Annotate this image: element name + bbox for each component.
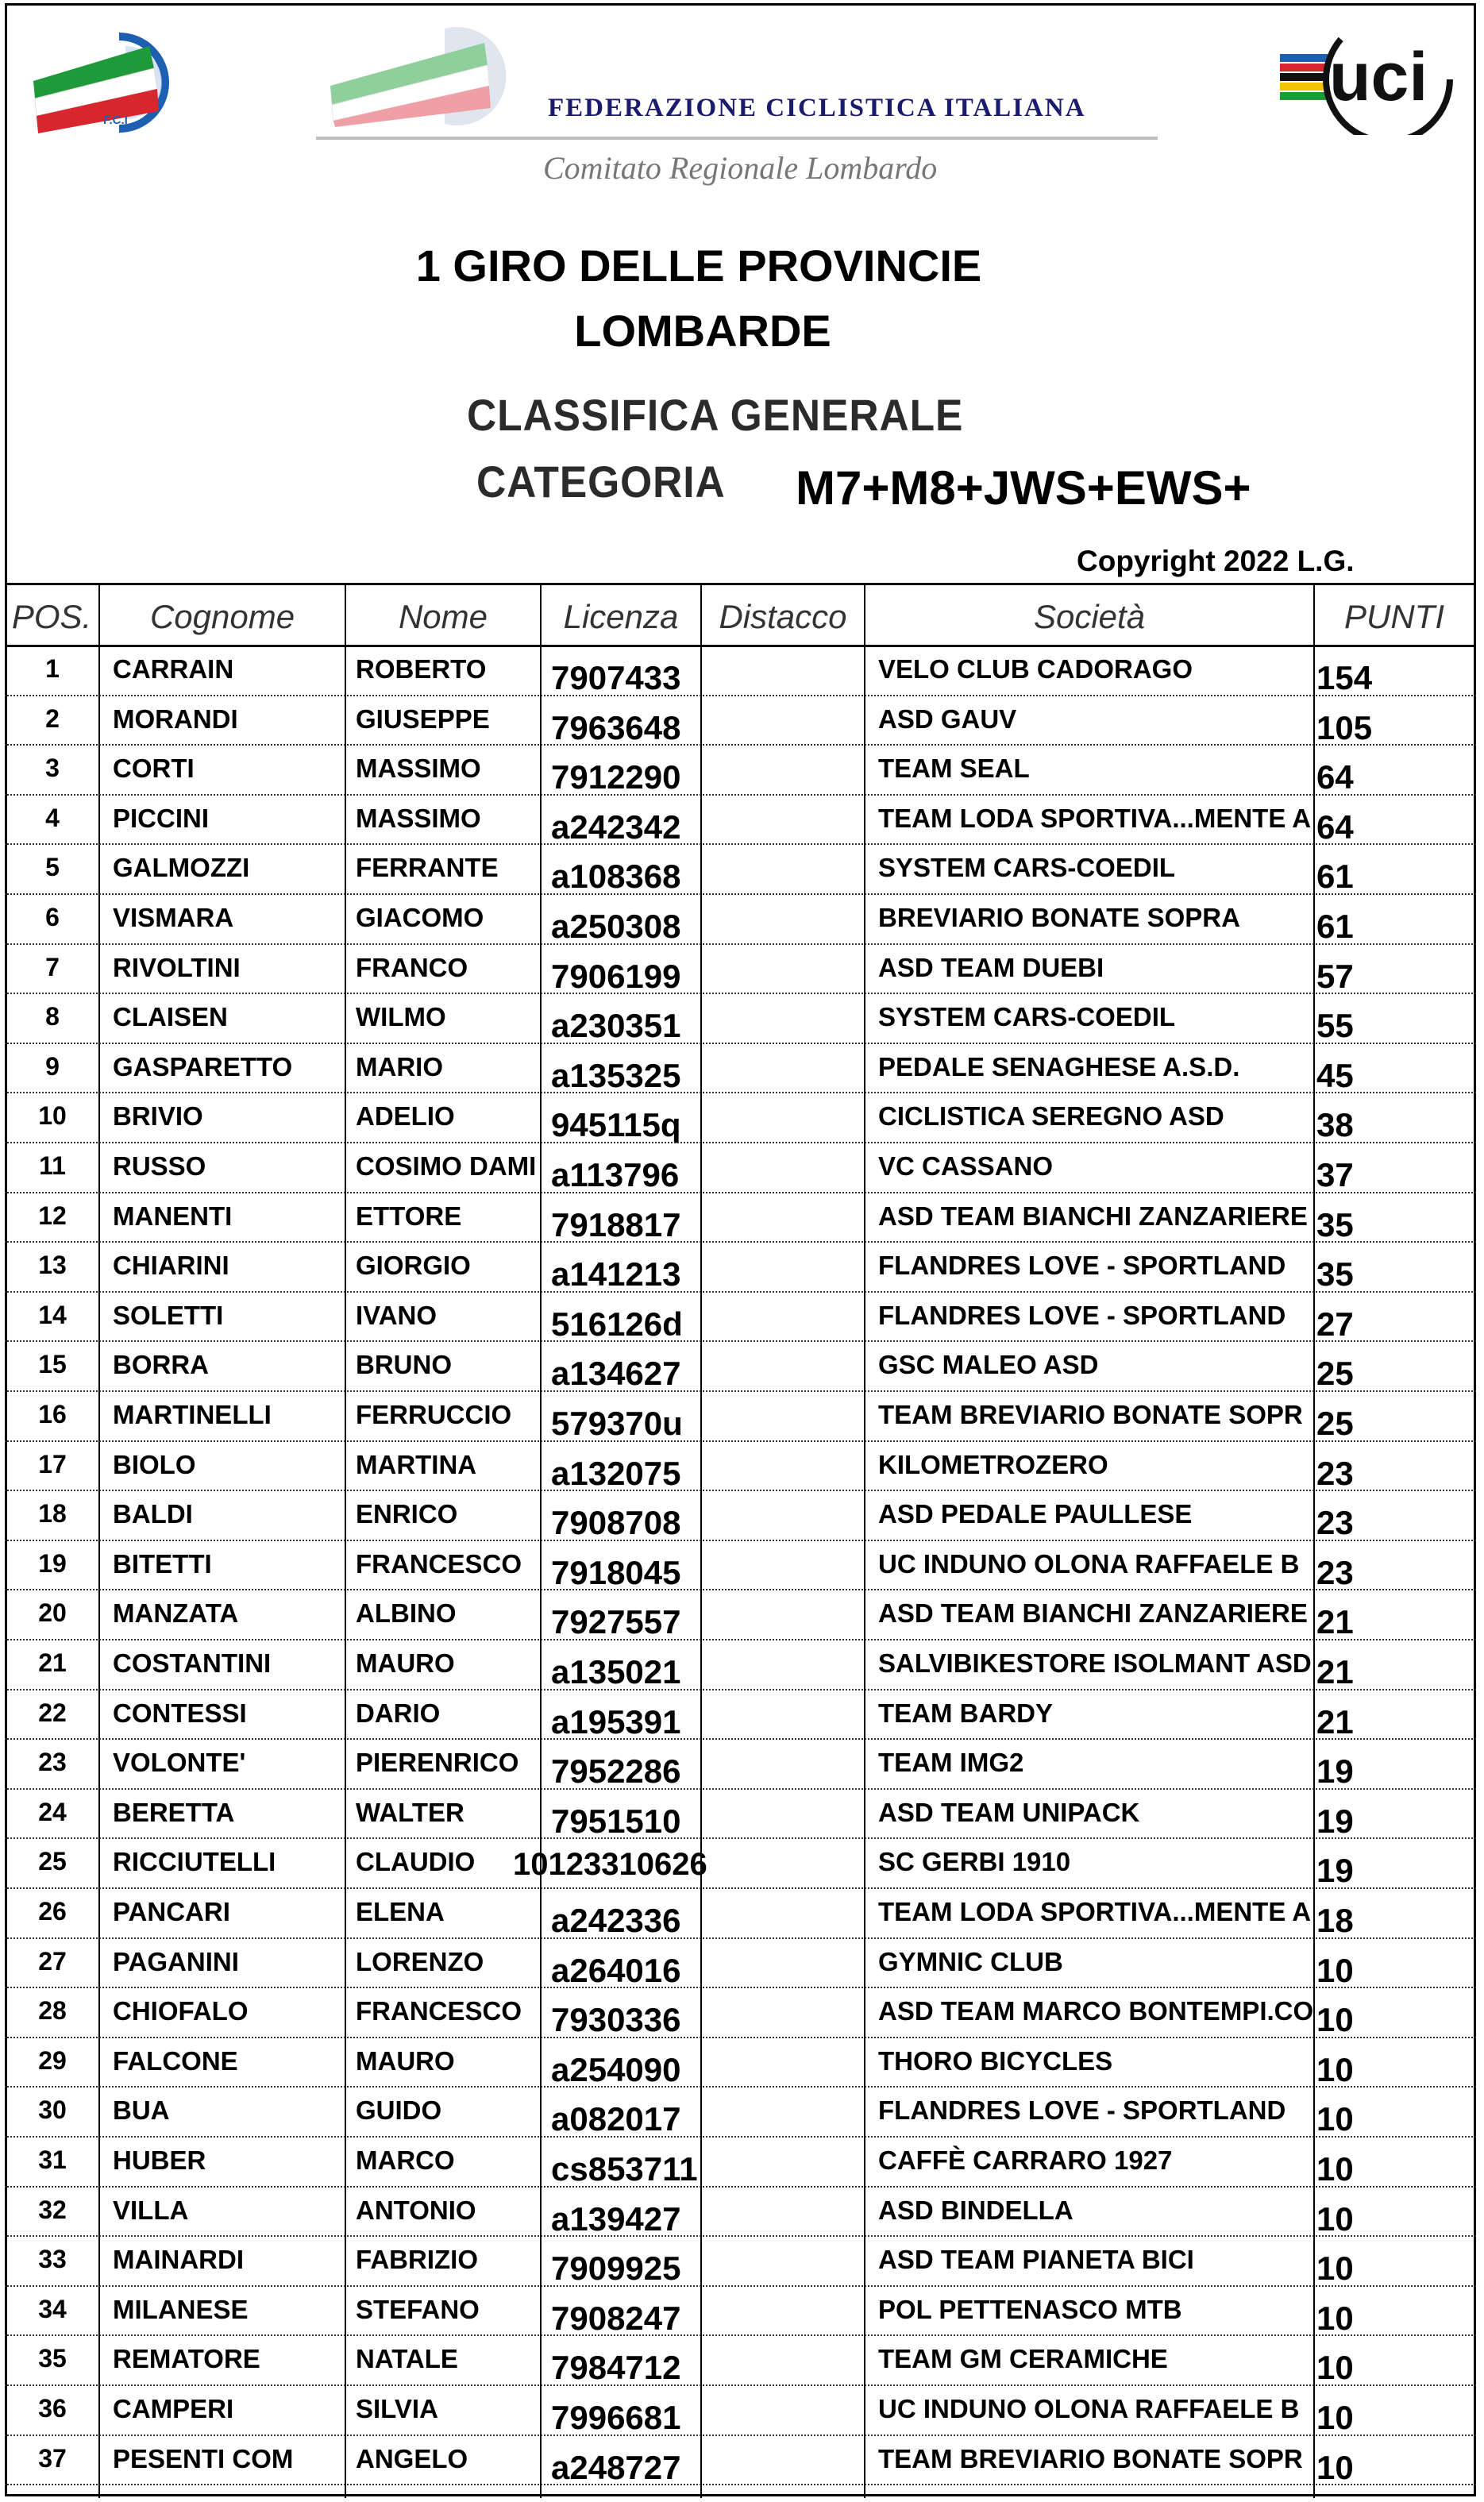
col-header-license: Licenza — [563, 598, 679, 635]
event-title-line2: LOMBARDE — [574, 306, 831, 356]
surname-cell: SOLETTI — [113, 1300, 224, 1330]
category-value: M7+M8+JWS+EWS+ — [796, 461, 1251, 515]
pos-cell: 21 — [38, 1648, 67, 1677]
license-cell: 7907433 — [551, 659, 681, 696]
surname-cell: MANZATA — [113, 1598, 239, 1629]
license-cell: a135325 — [551, 1056, 681, 1094]
table-row — [5, 1541, 1476, 1591]
name-cell: SILVIA — [356, 2394, 438, 2423]
pos-cell: 29 — [38, 2045, 67, 2075]
surname-cell: GASPARETTO — [113, 1051, 293, 1081]
table-row — [5, 1093, 1476, 1143]
points-cell: 10 — [1316, 2399, 1354, 2436]
pos-cell: 8 — [45, 1002, 60, 1031]
pos-cell: 13 — [38, 1251, 67, 1280]
points-cell: 57 — [1316, 957, 1354, 995]
pos-cell: 7 — [45, 952, 60, 981]
table-row — [5, 2188, 1476, 2238]
points-cell: 19 — [1316, 1852, 1354, 1890]
license-cell: a248727 — [551, 2448, 681, 2486]
table-row — [5, 1939, 1476, 1989]
name-cell: GUIDO — [356, 2095, 442, 2126]
pos-cell: 25 — [38, 1847, 67, 1876]
surname-cell: VOLONTE' — [113, 1748, 246, 1778]
pos-cell: 31 — [38, 2145, 67, 2174]
society-cell: FLANDRES LOVE - SPORTLAND — [878, 1300, 1286, 1330]
pos-cell: 1 — [45, 654, 60, 683]
society-cell: GSC MALEO ASD — [878, 1350, 1099, 1380]
name-cell: ANGELO — [356, 2443, 468, 2473]
license-cell: a139427 — [551, 2199, 681, 2238]
table-row — [5, 2336, 1476, 2386]
surname-cell: CLAISEN — [113, 1002, 228, 1032]
license-cell: 7963648 — [551, 708, 681, 746]
license-cell: 7906199 — [551, 957, 681, 995]
license-cell: a242336 — [551, 1902, 681, 1939]
society-cell: TEAM BREVIARIO BONATE SOPR — [878, 1400, 1303, 1429]
pos-cell: 26 — [38, 1897, 67, 1926]
surname-cell: CHIARINI — [113, 1251, 229, 1281]
name-cell: PIERENRICO — [356, 1748, 519, 1778]
points-cell: 10 — [1316, 2001, 1354, 2039]
name-cell: ENRICO — [356, 1499, 458, 1529]
name-cell: MAURO — [356, 1648, 455, 1678]
table-top-border — [5, 583, 1476, 585]
points-cell: 25 — [1316, 1405, 1354, 1442]
license-cell: a264016 — [551, 1951, 681, 1989]
points-cell: 19 — [1316, 1752, 1354, 1791]
surname-cell: MORANDI — [113, 704, 238, 734]
category-label: CATEGORIA — [476, 457, 726, 507]
license-cell: 7952286 — [551, 1752, 681, 1791]
svg-text:F.C.I: F.C.I — [103, 114, 128, 127]
pos-cell: 35 — [38, 2344, 67, 2373]
table-row — [5, 1143, 1476, 1193]
table-row — [5, 845, 1476, 895]
society-cell: TEAM SEAL — [878, 754, 1030, 784]
table-row — [5, 1243, 1476, 1293]
license-cell: a230351 — [551, 1007, 681, 1045]
pos-cell: 19 — [38, 1548, 67, 1578]
points-cell: 35 — [1316, 1205, 1354, 1243]
surname-cell: CONTESSI — [113, 1698, 247, 1728]
license-cell: a254090 — [551, 2050, 681, 2088]
society-cell: SC GERBI 1910 — [878, 1847, 1071, 1877]
surname-cell: BERETTA — [113, 1797, 235, 1827]
society-cell: ASD TEAM DUEBI — [878, 952, 1104, 982]
name-cell: FRANCO — [356, 952, 468, 982]
name-cell: FERRUCCIO — [356, 1400, 512, 1429]
license-cell: 7908708 — [551, 1504, 681, 1542]
points-cell: 21 — [1316, 1653, 1354, 1690]
table-row — [5, 2088, 1476, 2138]
surname-cell: MARTINELLI — [113, 1400, 272, 1429]
license-cell: 7996681 — [551, 2399, 681, 2436]
surname-cell: MILANESE — [113, 2294, 249, 2324]
surname-cell: CORTI — [113, 754, 195, 784]
col-header-gap: Distacco — [719, 598, 847, 635]
society-cell: ASD PEDALE PAULLESE — [878, 1499, 1193, 1529]
name-cell: STEFANO — [356, 2294, 480, 2324]
society-cell: TEAM LODA SPORTIVA...MENTE A — [878, 803, 1312, 833]
table-row — [5, 1342, 1476, 1392]
table-row — [5, 1442, 1476, 1492]
svg-text:uci: uci — [1329, 39, 1428, 115]
surname-cell: GALMOZZI — [113, 853, 250, 883]
license-cell: 579370u — [551, 1405, 683, 1442]
points-cell: 37 — [1316, 1156, 1354, 1193]
col-header-surname: Cognome — [149, 598, 295, 635]
fci-emblem — [326, 25, 508, 127]
license-cell: a242342 — [551, 808, 681, 846]
license-cell: a250308 — [551, 908, 681, 945]
surname-cell: BITETTI — [113, 1548, 212, 1579]
society-cell: TEAM BARDY — [878, 1698, 1053, 1728]
committee-name: Comitato Regionale Lombardo — [543, 150, 938, 186]
points-cell: 154 — [1316, 659, 1373, 696]
license-cell: 10123310626 — [513, 1847, 707, 1883]
table-row — [5, 2038, 1476, 2088]
points-cell: 10 — [1316, 1951, 1354, 1989]
pos-cell: 34 — [38, 2294, 67, 2323]
name-cell: GIACOMO — [356, 903, 484, 932]
surname-cell: CHIOFALO — [113, 1996, 249, 2026]
pos-cell: 20 — [38, 1598, 67, 1628]
points-cell: 61 — [1316, 858, 1354, 896]
points-cell: 45 — [1316, 1056, 1354, 1094]
name-cell: DARIO — [356, 1698, 441, 1728]
license-cell: a195391 — [551, 1702, 681, 1741]
society-cell: THORO BICYCLES — [878, 2045, 1113, 2076]
table-row — [5, 1790, 1476, 1840]
pos-cell: 32 — [38, 2195, 67, 2224]
society-cell: GYMNIC CLUB — [878, 1946, 1063, 1976]
society-cell: VC CASSANO — [878, 1151, 1054, 1181]
pos-cell: 11 — [39, 1151, 66, 1180]
pos-cell: 16 — [38, 1400, 67, 1428]
surname-cell: VILLA — [113, 2195, 189, 2225]
header-rule — [316, 137, 1158, 140]
society-cell: SYSTEM CARS-COEDIL — [878, 1002, 1176, 1032]
license-cell: 945115q — [551, 1106, 681, 1144]
name-cell: ROBERTO — [356, 654, 487, 684]
name-cell: FRANCESCO — [356, 1548, 522, 1579]
license-cell: cs853711 — [551, 2150, 698, 2188]
table-row — [5, 1889, 1476, 1939]
table-row — [5, 2386, 1476, 2436]
name-cell: MASSIMO — [356, 754, 481, 784]
license-cell: 7909925 — [551, 2249, 681, 2288]
license-cell: a108368 — [551, 858, 681, 896]
table-row — [5, 1590, 1476, 1640]
license-cell: a113796 — [551, 1156, 680, 1193]
surname-cell: RICCIUTELLI — [113, 1847, 276, 1877]
pos-cell: 37 — [38, 2443, 67, 2473]
name-cell: IVANO — [356, 1300, 437, 1330]
society-cell: BREVIARIO BONATE SOPRA — [878, 903, 1240, 932]
points-cell: 10 — [1316, 2349, 1354, 2387]
name-cell: FERRANTE — [356, 853, 499, 883]
pos-cell: 24 — [38, 1797, 67, 1826]
surname-cell: BRIVIO — [113, 1101, 203, 1131]
pos-cell: 10 — [38, 1101, 67, 1131]
society-cell: ASD TEAM MARCO BONTEMPI.CO — [878, 1996, 1314, 2026]
col-header-name: Nome — [398, 598, 488, 635]
name-cell: ADELIO — [356, 1101, 455, 1131]
surname-cell: BIOLO — [113, 1449, 196, 1479]
license-cell: 516126d — [551, 1305, 683, 1343]
society-cell: TEAM IMG2 — [878, 1748, 1024, 1778]
surname-cell: RIVOLTINI — [113, 952, 241, 982]
table-row — [5, 895, 1476, 945]
table-row — [5, 1640, 1476, 1690]
table-row — [5, 1044, 1476, 1094]
surname-cell: CAMPERI — [113, 2394, 234, 2423]
license-cell: 7927557 — [551, 1603, 681, 1641]
society-cell: ASD TEAM BIANCHI ZANZARIERE — [878, 1201, 1308, 1231]
name-cell: GIUSEPPE — [356, 704, 490, 734]
points-cell: 64 — [1316, 808, 1354, 846]
table-row — [5, 1293, 1476, 1343]
name-cell: MARCO — [356, 2145, 455, 2175]
society-cell: SALVIBIKESTORE ISOLMANT ASD — [878, 1648, 1312, 1678]
society-cell: UC INDUNO OLONA RAFFAELE B — [878, 1548, 1300, 1579]
uci-logo — [1277, 30, 1464, 135]
license-cell: 7912290 — [551, 758, 681, 796]
name-cell: WILMO — [356, 1002, 446, 1032]
classification-title: CLASSIFICA GENERALE — [467, 390, 964, 440]
points-cell: 25 — [1316, 1355, 1354, 1393]
points-cell: 21 — [1316, 1702, 1354, 1741]
name-cell: ANTONIO — [356, 2195, 476, 2225]
table-row — [5, 2138, 1476, 2188]
society-cell: ASD TEAM PIANETA BICI — [878, 2245, 1194, 2275]
surname-cell: REMATORE — [113, 2344, 260, 2374]
name-cell: CLAUDIO — [356, 1847, 476, 1877]
table-row — [5, 1392, 1476, 1442]
name-cell: LORENZO — [356, 1946, 484, 1976]
license-cell: 7918045 — [551, 1553, 681, 1591]
points-cell: 10 — [1316, 2448, 1354, 2486]
society-cell: SYSTEM CARS-COEDIL — [878, 853, 1176, 883]
table-row — [5, 2436, 1476, 2486]
name-cell: MASSIMO — [356, 803, 481, 833]
pos-cell: 28 — [38, 1996, 67, 2026]
society-cell: TEAM LODA SPORTIVA...MENTE A — [878, 1897, 1312, 1926]
society-cell: VELO CLUB CADORAGO — [878, 654, 1193, 684]
table-row — [5, 1988, 1476, 2038]
name-cell: MARTINA — [356, 1449, 477, 1479]
surname-cell: BALDI — [113, 1499, 193, 1529]
points-cell: 10 — [1316, 2150, 1354, 2188]
copyright: Copyright 2022 L.G. — [1077, 545, 1355, 577]
points-cell: 61 — [1316, 908, 1354, 945]
pos-cell: 3 — [45, 754, 60, 783]
surname-cell: PAGANINI — [113, 1946, 239, 1976]
society-cell: CICLISTICA SEREGNO ASD — [878, 1101, 1224, 1131]
points-cell: 18 — [1316, 1902, 1354, 1939]
society-cell: KILOMETROZERO — [878, 1449, 1108, 1479]
license-cell: 7908247 — [551, 2299, 681, 2337]
surname-cell: MANENTI — [113, 1201, 233, 1231]
name-cell: NATALE — [356, 2344, 458, 2374]
pos-cell: 14 — [38, 1300, 67, 1329]
table-row — [5, 696, 1476, 746]
society-cell: TEAM BREVIARIO BONATE SOPR — [878, 2443, 1303, 2473]
pos-cell: 30 — [38, 2095, 67, 2125]
federation-name: FEDERAZIONE CICLISTICA ITALIANA — [548, 94, 1086, 122]
license-cell: 7918817 — [551, 1205, 681, 1243]
name-cell: WALTER — [356, 1797, 464, 1827]
points-cell: 23 — [1316, 1454, 1354, 1492]
name-cell: BRUNO — [356, 1350, 452, 1380]
society-cell: UC INDUNO OLONA RAFFAELE B — [878, 2394, 1300, 2423]
table-row — [5, 1193, 1476, 1243]
pos-cell: 23 — [38, 1748, 67, 1777]
license-cell: 7930336 — [551, 2001, 681, 2039]
pos-cell: 4 — [45, 803, 60, 832]
license-cell: a134627 — [551, 1355, 681, 1393]
name-cell: ETTORE — [356, 1201, 462, 1231]
license-cell: a141213 — [551, 1255, 681, 1293]
pos-cell: 6 — [45, 903, 60, 931]
pos-cell: 15 — [38, 1350, 67, 1379]
table-row — [5, 1491, 1476, 1541]
points-cell: 55 — [1316, 1007, 1354, 1045]
table-row — [5, 646, 1476, 696]
pos-cell: 12 — [38, 1201, 67, 1230]
name-cell: FRANCESCO — [356, 1996, 522, 2026]
society-cell: ASD TEAM BIANCHI ZANZARIERE — [878, 1598, 1308, 1629]
society-cell: TEAM GM CERAMICHE — [878, 2344, 1168, 2374]
table-row — [5, 796, 1476, 846]
surname-cell: MAINARDI — [113, 2245, 244, 2275]
points-cell: 23 — [1316, 1504, 1354, 1542]
surname-cell: CARRAIN — [113, 654, 234, 684]
col-header-points: PUNTI — [1344, 598, 1444, 635]
license-cell: 7984712 — [551, 2349, 681, 2387]
surname-cell: BORRA — [113, 1350, 209, 1380]
points-cell: 10 — [1316, 2100, 1354, 2138]
points-cell: 105 — [1316, 708, 1373, 746]
surname-cell: VISMARA — [113, 903, 234, 932]
name-cell: ELENA — [356, 1897, 445, 1926]
points-cell: 64 — [1316, 758, 1354, 796]
name-cell: MARIO — [356, 1051, 443, 1081]
points-cell: 19 — [1316, 1802, 1354, 1840]
table-row — [5, 994, 1476, 1044]
points-cell: 10 — [1316, 2249, 1354, 2288]
surname-cell: FALCONE — [113, 2045, 238, 2076]
name-cell: MAURO — [356, 2045, 455, 2076]
points-cell: 21 — [1316, 1603, 1354, 1641]
name-cell: GIORGIO — [356, 1251, 471, 1281]
pos-cell: 17 — [38, 1449, 67, 1478]
table-row — [5, 1740, 1476, 1790]
surname-cell: RUSSO — [113, 1151, 206, 1181]
surname-cell: BUA — [113, 2095, 170, 2126]
col-header-pos: POS. — [11, 598, 92, 635]
society-cell: CAFFÈ CARRARO 1927 — [878, 2145, 1173, 2175]
license-cell: a135021 — [551, 1653, 681, 1690]
points-cell: 10 — [1316, 2299, 1354, 2337]
table-row — [5, 2237, 1476, 2287]
pos-cell: 22 — [38, 1698, 67, 1727]
surname-cell: HUBER — [113, 2145, 206, 2175]
license-cell: a082017 — [551, 2100, 681, 2138]
society-cell: ASD BINDELLA — [878, 2195, 1073, 2225]
table-row — [5, 945, 1476, 995]
points-cell: 27 — [1316, 1305, 1354, 1343]
pos-cell: 36 — [38, 2394, 67, 2423]
points-cell: 10 — [1316, 2050, 1354, 2088]
society-cell: POL PETTENASCO MTB — [878, 2294, 1182, 2324]
society-cell: FLANDRES LOVE - SPORTLAND — [878, 2095, 1286, 2126]
points-cell: 10 — [1316, 2199, 1354, 2238]
name-cell: FABRIZIO — [356, 2245, 478, 2275]
event-title-line1: 1 GIRO DELLE PROVINCIE — [415, 241, 982, 291]
table-row — [5, 1839, 1476, 1889]
surname-cell: PANCARI — [113, 1897, 230, 1926]
points-cell: 23 — [1316, 1553, 1354, 1591]
pos-cell: 33 — [38, 2245, 67, 2274]
society-cell: FLANDRES LOVE - SPORTLAND — [878, 1251, 1286, 1281]
col-header-society: Società — [1033, 598, 1146, 635]
pos-cell: 9 — [45, 1051, 60, 1081]
table-row — [5, 1690, 1476, 1741]
pos-cell: 5 — [45, 853, 60, 882]
pos-cell: 27 — [38, 1946, 67, 1976]
surname-cell: PICCINI — [113, 803, 210, 833]
pos-cell: 2 — [45, 704, 60, 733]
society-cell: ASD GAUV — [878, 704, 1017, 734]
fci-logo — [30, 32, 208, 135]
points-cell: 38 — [1316, 1106, 1354, 1144]
table-row — [5, 2287, 1476, 2337]
name-cell: ALBINO — [356, 1598, 457, 1629]
surname-cell: COSTANTINI — [113, 1648, 272, 1678]
society-cell: PEDALE SENAGHESE A.S.D. — [878, 1051, 1240, 1081]
name-cell: COSIMO DAMI — [356, 1151, 537, 1181]
society-cell: ASD TEAM UNIPACK — [878, 1797, 1140, 1827]
points-cell: 35 — [1316, 1255, 1354, 1293]
surname-cell: PESENTI COM — [113, 2443, 294, 2473]
pos-cell: 18 — [38, 1499, 67, 1529]
license-cell: 7951510 — [551, 1802, 681, 1840]
table-row — [5, 746, 1476, 796]
license-cell: a132075 — [551, 1454, 681, 1492]
